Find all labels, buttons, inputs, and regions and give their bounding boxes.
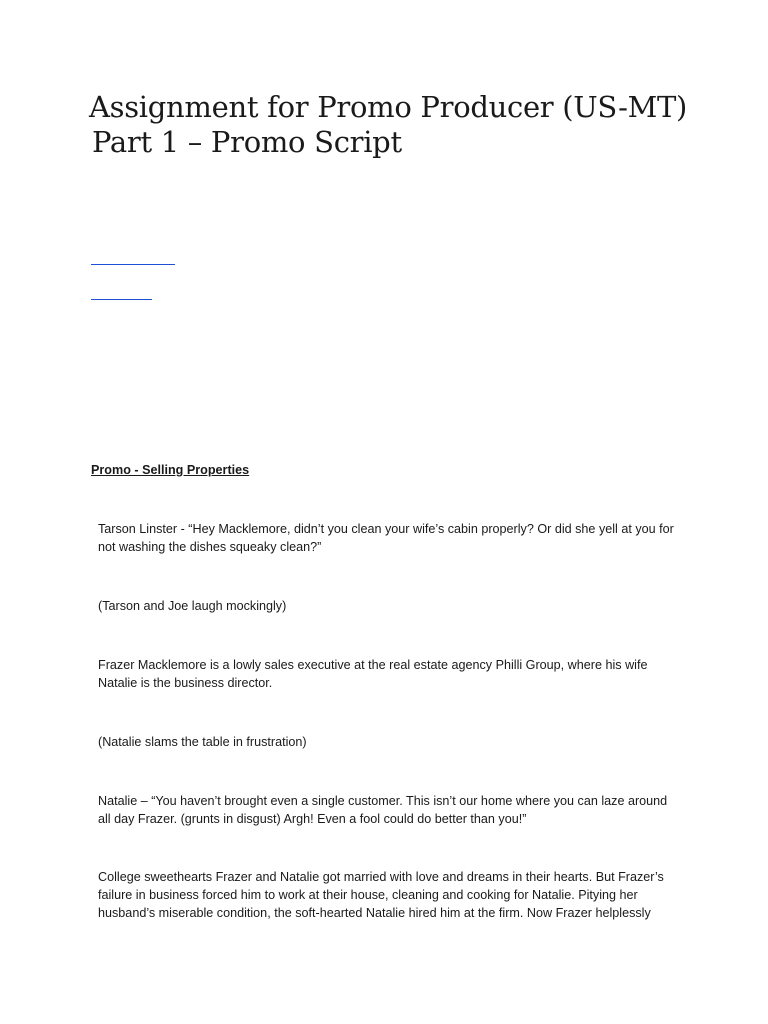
hyperlink-2[interactable]: [91, 299, 152, 300]
hyperlink-1[interactable]: [91, 264, 175, 265]
script-paragraph: (Natalie slams the table in frustration): [98, 735, 307, 749]
section-heading: Promo - Selling Properties: [91, 463, 250, 477]
script-paragraph: (Tarson and Joe laugh mockingly): [98, 599, 287, 613]
document-subtitle: Part 1 – Promo Script: [92, 125, 402, 159]
document-title: Assignment for Promo Producer (US-MT): [89, 90, 688, 124]
script-paragraph: Frazer Macklemore is a lowly sales executive at the real estate agency Philli Group, where his wife Natalie is the business director.: [98, 658, 648, 690]
script-paragraph: Tarson Linster - “Hey Macklemore, didn’t you clean your wife’s cabin properly? Or did she yell at you for not washing the dishes squeaky clean?”: [98, 522, 674, 554]
script-paragraph: College sweethearts Frazer and Natalie got married with love and dreams in their hearts. But Frazer’s failure in business forced him to work at their house, cleaning and cooking for Natalie. Pitying her husband’s miserable condition, the soft-hearted Natalie hired him at the firm. Now Frazer helplessly: [98, 870, 664, 920]
script-paragraph: Natalie – “You haven’t brought even a single customer. This isn’t our home where you can laze around all day Frazer. (grunts in disgust) Argh! Even a fool could do better than you!”: [98, 794, 668, 826]
